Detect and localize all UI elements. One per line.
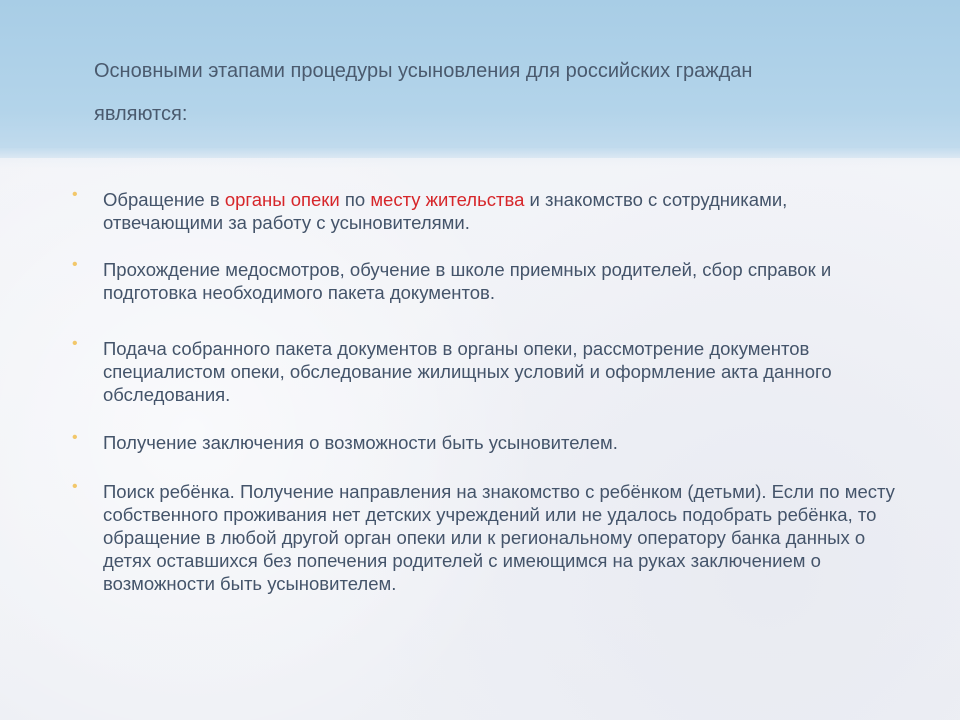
- bullet-5-text: Поиск ребёнка. Получение направления на знакомство с ребёнком (детьми). Если по месту собственного проживания нет детских учреждений или не удалось подобрать ребёнка, то обращение в любой другой орган опеки или к региональному оператору банка данных о детях оставшихся без попечения родителей с имеющимся на руках заключением о возможности быть усыновителем.: [103, 481, 895, 594]
- bullet-3-text: Подача собранного пакета документов в органы опеки, рассмотрение документов специалистом опеки, обследование жилищных условий и оформление акта данного обследования.: [103, 338, 832, 405]
- bullet-item-5: [70, 480, 910, 595]
- bullet-1-highlight-guardianship: органы опеки: [224, 189, 340, 210]
- bullet-item-1: [70, 188, 910, 234]
- bullet-item-3: [70, 337, 910, 406]
- header-edge: [0, 148, 960, 168]
- bullet-item-2: [70, 258, 910, 304]
- slide-title: Основными этапами процедуры усыновления для российских граждан являются:: [94, 60, 753, 125]
- bullet-dot-icon: •: [72, 186, 78, 203]
- bullet-item-4: [70, 431, 910, 454]
- bullet-list: [70, 188, 910, 595]
- bullet-1-text-part-3: и знакомство с сотрудниками, отвечающими за работу с усыновителями.: [103, 189, 788, 233]
- bullet-2-text: Прохождение медосмотров, обучение в школе приемных родителей, сбор справок и подготовка необходимого пакета документов.: [103, 259, 832, 303]
- bullet-dot-icon: •: [72, 429, 78, 446]
- bullet-1-highlight-residence: месту жительства: [370, 189, 525, 210]
- bullet-1-text-part-1: Обращение в: [103, 189, 225, 210]
- bullet-dot-icon: •: [72, 256, 78, 273]
- bullet-dot-icon: •: [72, 335, 78, 352]
- bullet-1-text-part-2: по: [339, 189, 371, 210]
- bullet-4-text: Получение заключения о возможности быть усыновителем.: [103, 432, 618, 453]
- bullet-dot-icon: •: [72, 478, 78, 495]
